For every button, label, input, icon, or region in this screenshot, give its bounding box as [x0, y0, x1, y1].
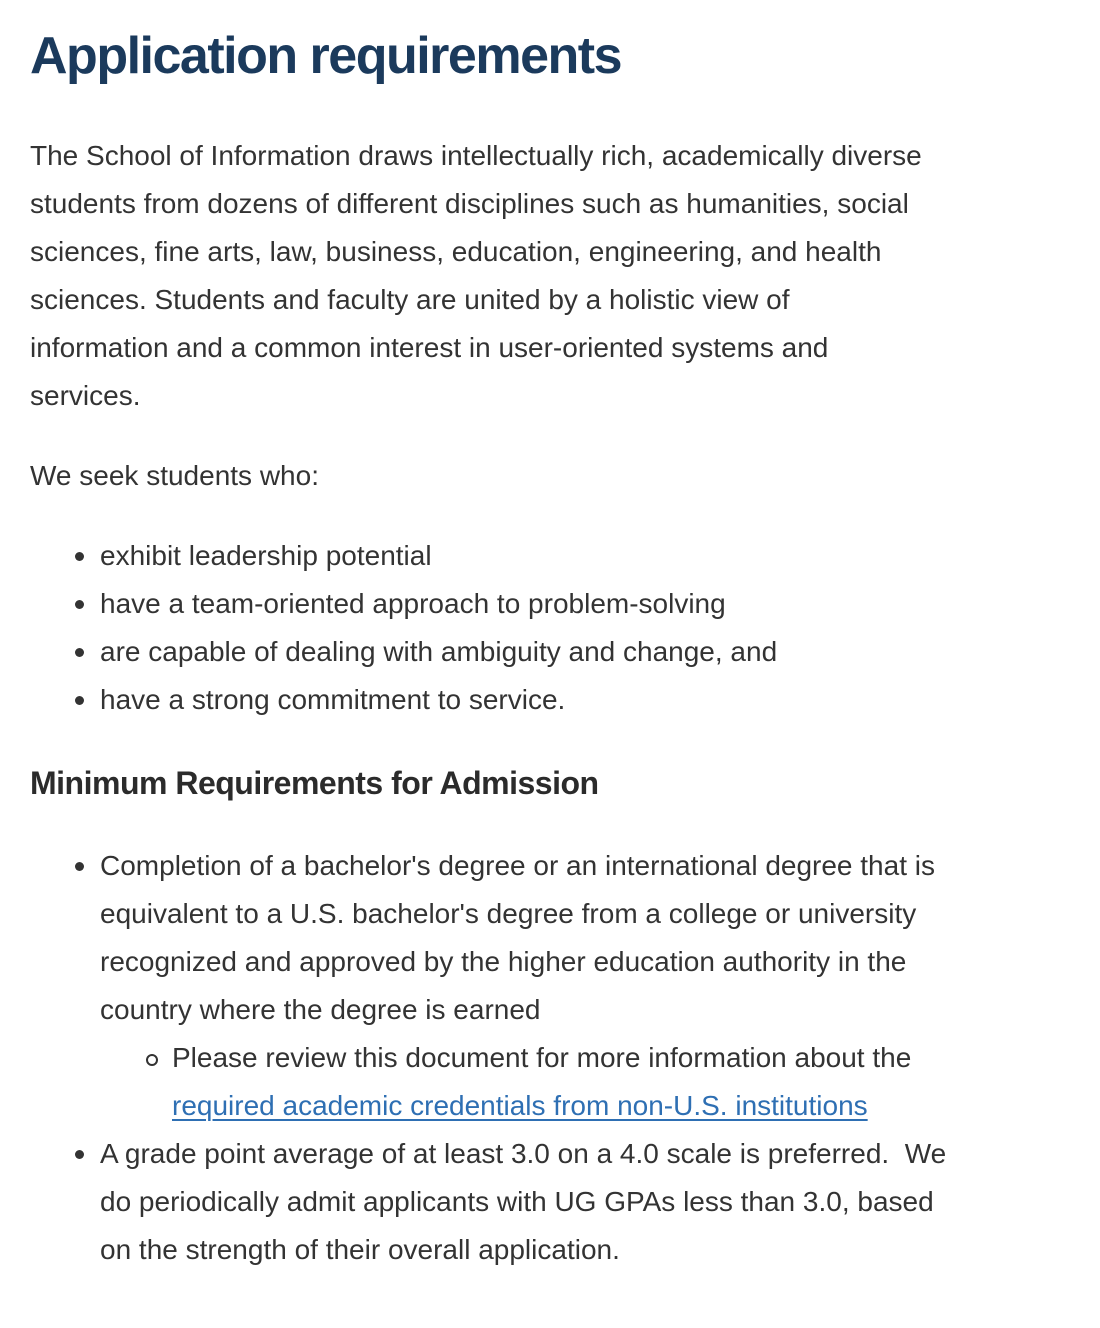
- requirements-list: [30, 842, 1070, 1274]
- sub-list: [100, 1034, 1070, 1130]
- list-item: [30, 1130, 1070, 1274]
- list-item: have a team-oriented approach to problem-solving: [30, 580, 1070, 628]
- requirement-degree-text: Completion of a bachelor's degree or an international degree that is equivalent to a U.S. bachelor's degree from a college or university recognized and approved by the higher education authority in the country where the degree is earned: [100, 850, 935, 1025]
- list-item: are capable of dealing with ambiguity and change, and: [30, 628, 1070, 676]
- credentials-link[interactable]: required academic credentials from non-U.S. institutions: [172, 1090, 868, 1121]
- list-item: have a strong commitment to service.: [30, 676, 1070, 724]
- article: [0, 26, 1100, 1302]
- page-title: Application requirements: [30, 27, 621, 85]
- seek-list: [30, 532, 1070, 724]
- sub-bullet-text: Please review this document for more information about the: [172, 1042, 912, 1073]
- seek-lead: We seek students who:: [30, 460, 319, 491]
- intro-paragraph: The School of Information draws intellectually rich, academically diverse students from dozens of different disciplines such as humanities, social sciences, fine arts, law, business, education, engineering, and health sciences. Students and faculty are united by a holistic view of information and a common interest in user-oriented systems and services.: [30, 140, 922, 411]
- list-item: [30, 842, 1070, 1130]
- section-heading: Minimum Requirements for Admission: [30, 765, 599, 801]
- list-item: [100, 1034, 1070, 1130]
- requirement-gpa-text: A grade point average of at least 3.0 on a 4.0 scale is preferred. We do periodically admit applicants with UG GPAs less than 3.0, based on the strength of their overall application.: [100, 1138, 947, 1265]
- list-item: exhibit leadership potential: [30, 532, 1070, 580]
